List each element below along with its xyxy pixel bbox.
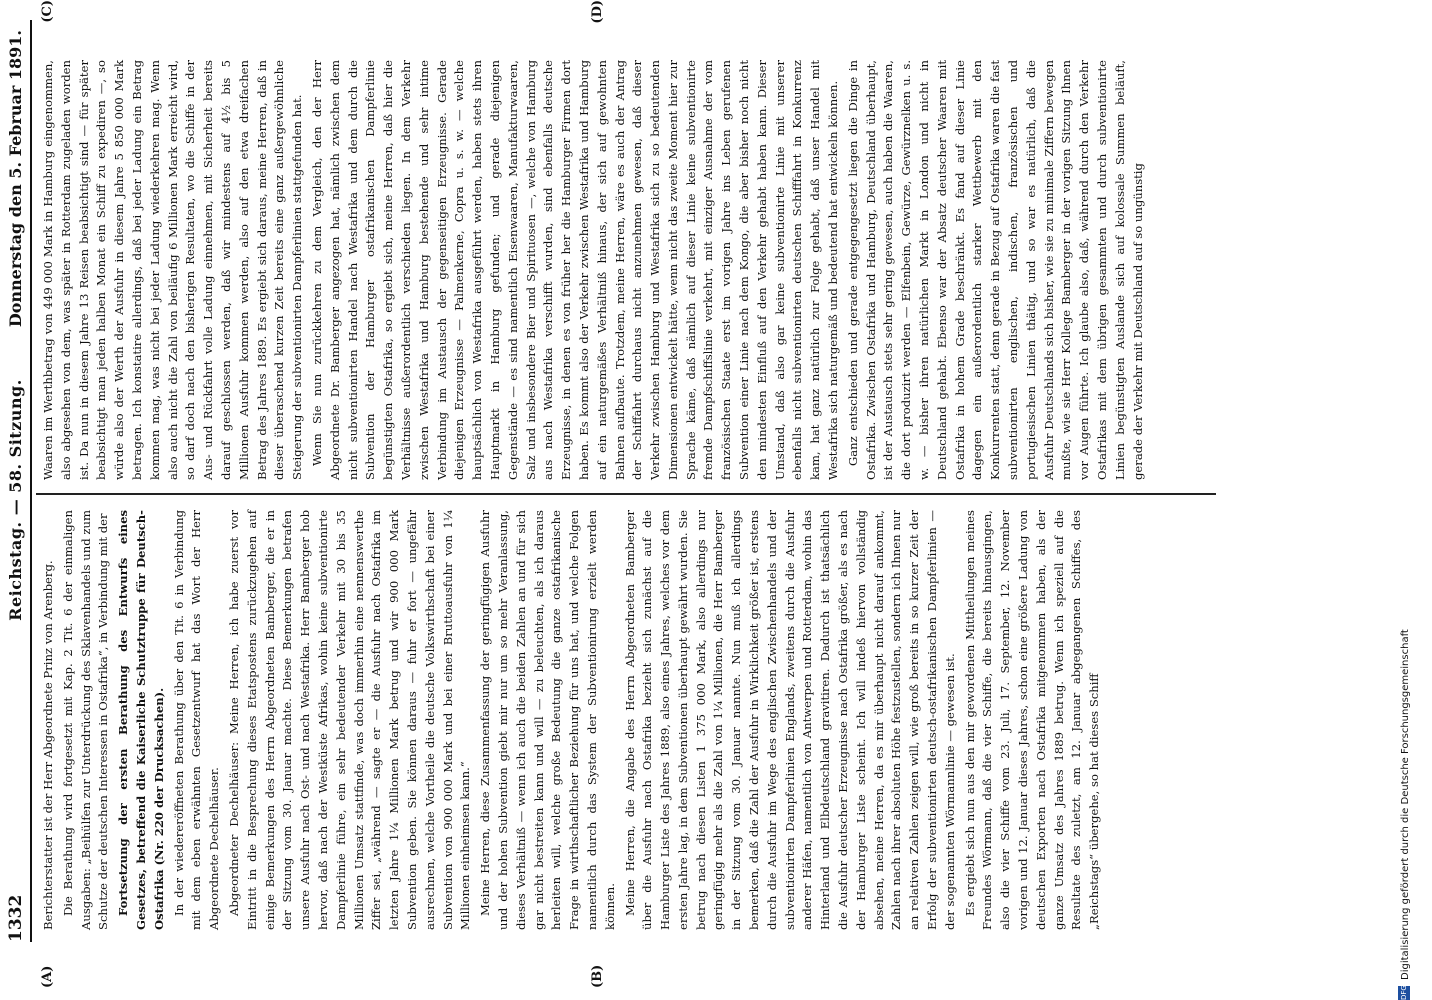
page-number: 1332 (6, 894, 26, 942)
right-column (40, 60, 1149, 480)
paragraph: Berichterstatter ist der Herr Abgeordnete Prinz von Arenberg. (41, 560, 55, 930)
paragraph: Meine Herren, die Angabe des Herrn Abgeordneten Bamberger über die Ausfuhr nach Ostafrika bezieht sich zunächst auf die Hamburger Liste des Jahres 1889, also eines Jahres, welches vor dem ersten Jahre lag, in dem Subventionen überhaupt gewährt wurden. Sie betrug nach diesen Listen 1 375 000 Mark, also allerdings nur geringfügig mehr als die Zahl von 1¼ Millionen, die Herr Bamberger in der Sitzung vom 30. Januar nannte. Nun muß ich allerdings bemerken, daß die Zahl der Ausfuhr in Wirklichkeit größer ist, erstens durch die Ausfuhr im Wege des englischen Zwischenhandels und der subventionirten Dampferlinien Englands, zweitens durch die Ausfuhr anderer Häfen, namentlich von Antwerpen und Rotterdam, wohin das Hinterland und Elbdeutschland gravitiren. Dadurch ist thatsächlich die Ausfuhr deutscher Erzeugnisse nach Ostafrika größer, als es nach der Hamburger Liste scheint. Ich will indeß hiervon vollständig absehen, meine Herren, da es mir überhaupt nicht darauf ankommt, Zahlen nach ihrer absoluten Höhe festzustellen, sondern ich Ihnen nur an relativen Zahlen zeigen will, wie groß bereits in so kurzer Zeit der Erfolg der subventionirten deutsch-ostafrikanischen Dampferlinien — der sogenannten Wörmannlinie — gewesen ist. (622, 510, 957, 930)
paragraph: Die Berathung wird fortgesetzt mit Kap. 2 Tit. 6 der einmaligen Ausgaben: „Beihülfen zur Unterdrückung des Sklavenhandels und zum Schutze der deutschen Interessen in Ostafrika“, in Verbindung mit der (60, 510, 111, 930)
digitization-credit: Digitalisierung gefördert durch die Deutsche Forschungsgemeinschaft (1400, 629, 1411, 980)
margin-marker-a: (A) (40, 965, 55, 988)
margin-marker-b: (B) (590, 964, 605, 988)
paragraph: Es ergiebt sich nun aus den mir gewordenen Mittheilungen meines Freundes Wörmann, daß die vier Schiffe, die bereits hinausgingen, also die vier Schiffe vom 23. Juli, 17. September, 12. November vorigen und 12. Januar dieses Jahres, schon eine größere Ladung von deutschen Exporten nach Ostafrika mitgenommen haben, als der ganze Umsatz des Jahres 1889 betrug. Wenn ich speziell auf die Resultate des zuletzt, am 12. Januar abgegangenen Schiffes, des „Reichstags“ übergehe, so hat dieses Schiff (962, 510, 1102, 930)
paragraph: In der wiedereröffneten Berathung über den Tit. 6 in Verbindung mit dem eben erwähnten Gesetzentwurf hat das Wort der Herr Abgeordnete Dechelhäuser. (171, 510, 222, 930)
margin-marker-c: (C) (40, 0, 55, 23)
margin-marker-d: (D) (590, 0, 605, 24)
paragraph: Meine Herren, diese Zusammenfassung der geringfügigen Ausfuhr und der hohen Subvention giebt mir nur um so mehr Veranlassung, dieses Verhältniß — wenn ich auch die beiden Zahlen an und für sich gar nicht bestreiten kann und will — zu beleuchten, als ich daraus herleiten will, welche große Bedeutung die ganze ostafrikanische Frage in wirthschaftlicher Beziehung für uns hat, und welche Folgen namentlich durch das System der Subventionirung erzielt werden können. (478, 510, 617, 930)
page-header (0, 0, 36, 1000)
paragraph: Abgeordneter Dechelhäuser: Meine Herren, ich habe zuerst vor Eintritt in die Besprechung dieses Etatspostens zurückzugehen auf einige Bemerkungen des Herrn Abgeordneten Bamberger, die er in der Sitzung vom 30. Januar machte. Diese Bemerkungen betrafen unsere Ausfuhr nach Ost- und nach Westafrika. Herr Bamberger hob hervor, daß nach der Westküste Afrikas, wohin keine subventionirte Dampferlinie führe, ein sehr bedeutender Verkehr mit 30 bis 35 Millionen Umsatz stattfinde, was doch immerhin eine nennenswerthe Ziffer sei, „während — sagte er — die Ausfuhr nach Ostafrika im letzten Jahre 1¼ Millionen Mark betrug und wir 900 000 Mark Subvention geben. Sie können daraus — fuhr er fort — ungefähr ausrechnen, welche Vortheile die deutsche Volkswirthschaft bei einer Subvention von 900 000 Mark und bei einer Bruttoausfuhr von 1¼ Millionen einheimsen kann.“ (226, 510, 473, 930)
header-date: Donnerstag den 5. Februar 1891. (6, 30, 25, 328)
left-column (40, 510, 1106, 930)
dfg-logo: DFG (1400, 985, 1408, 1000)
paragraph: Ganz entschieden und gerade entgegengesetzt liegen die Dinge in Ostafrika. Zwischen Ostafrika und Hamburg, Deutschland überhaupt, ist der Austausch stets sehr gering gewesen, auch haben die Waaren, die dort produzirt werden — Elfenbein, Gewürze, Gewürznelken u. s. w. — bisher ihren natürlichen Markt in London und nicht in Deutschland gehabt. Ebenso war der Absatz deutscher Waaren mit Ostafrika in hohem Grade beschränkt. Es fand auf dieser Linie dagegen ein außerordentlich starker Wettbewerb mit den Konkurrenten statt, denn gerade in Bezug auf Ostafrika waren die fast subventionirten englischen, indischen, französischen und portugiesischen Linien thätig, und so war es natürlich, daß die Ausfuhr Deutschlands sich bisher, wie sie zu minimale Ziffern bewegen mußte, wie sie Herr Kollege Bamberger in der vorigen Sitzung Ihnen vor Augen führte. Ich glaube also, daß, während durch den Verkehr Ostafrikas mit dem übrigen gesammten und durch subventionirte Linien begünstigten Auslande sich auf kolossale Summen beläuft, gerade der Verkehr mit Deutschland auf so ungünstig (845, 60, 1145, 480)
running-head: Reichstag. — 58. Sitzung. (6, 379, 25, 621)
column-divider (36, 494, 1216, 496)
paragraph: Waaren im Werthbetrag von 449 000 Mark in Hamburg eingenommen, also abgesehen von dem, was später in Rotterdam zugeladen worden ist. Da nun in diesem Jahre 13 Reisen beabsichtigt sind — für später beabsichtigt man jeden halben Monat ein Schiff zu expediren —, so würde also der Werth der Ausfuhr in diesem Jahre 5 850 000 Mark betragen. Ich konstatire allerdings, daß bei jeder Ladung ein Betrag kommen mag, was nicht bei jeder Ladung wiederkehren mag. Wenn also auch nicht die Zahl von beiläufig 6 Millionen Mark erreicht wird, so darf doch nach den bisherigen Resultaten, wo die Schiffe in der Aus- und Rückfahrt volle Ladung einnehmen, mit Sicherheit bereits darauf geschlossen werden, daß wir mindestens auf 4½ bis 5 Millionen Ausfuhr kommen werden, also auf den etwa dreifachen Betrag des Jahres 1889. Es ergiebt sich daraus, meine Herren, daß in dieser überaschend kurzen Zeit bereits eine ganz außergewöhnliche Steigerung der subventionirten Dampferlinien stattgefunden hat. (41, 60, 305, 480)
paragraph: Wenn Sie nun zurückkehren zu dem Vergleich, den der Herr Abgeordnete Dr. Bamberger angezogen hat, nämlich zwischen dem nicht subventionirten Handel nach Westafrika und dem durch die Subvention der Hamburger ostafrikanischen Dampferlinie begünstigten Ostafrika, so ergiebt sich, meine Herren, daß hier die Verhältnisse außerordentlich verschieden liegen. In dem Verkehr zwischen Westafrika und Hamburg bestehende und sehr intime Verbindung im Austausch der gegenseitigen Erzeugnisse. Gerade diejenigen Erzeugnisse — Palmenkerne, Copra u. s. w. — welche hauptsächlich von Westafrika ausgeführt werden, haben stets ihren Hauptmarkt in Hamburg gefunden; und gerade diejenigen Gegenstände — es sind namentlich Eisenwaaren, Manufakturwaaren, Salz und insbesondere Bier und Spirituosen —, welche von Hamburg aus nach Westafrika verschifft wurden, sind ebenfalls deutsche Erzeugnisse, in denen es von früher her die Hamburger Firmen dort haben. Es kommt also der Verkehr zwischen Westafrika und Hamburg auf ein naturgemäßes Verhältniß hinaus, der sich auf gewohnten Bahnen aufbaute. Trotzdem, meine Herren, wäre es auch der Antrag der Schiffahrt durchaus nicht anzunehmen gewesen, daß dieser Verkehr zwischen Hamburg und Westafrika sich zu so bedeutenden Dimensionen entwickelt hätte, wenn nicht das zweite Moment hier zur Sprache käme, daß nämlich auf dieser Linie keine subventionirte fremde Dampfschiffslinie verkehrt, mit einziger Ausnahme der vom französischen Staate erst im vorigen Jahre ins Leben gerufenen Subvention einer Linie nach dem Kongo, die aber bisher noch nicht den mindesten Einfluß auf den Verkehr gehabt haben kann. Dieser Umstand, daß also gar keine subventionirte Linie mit unserer ebenfalls nicht subventionirten deutschen Schifffahrt in Konkurrenz kam, hat ganz natürlich zur Folge gehabt, daß unser Handel mit Westafrika sich naturgemäß und bedeutend hat entwickeln können. (309, 60, 841, 480)
paragraph: Fortsetzung der ersten Berathung des Entwurfs eines Gesetzes, betreffend die Kaiserliche Schutztruppe für Deutsch-Ostafrika (Nr. 220 der Drucksachen). (116, 510, 166, 930)
header-rule (30, 20, 32, 942)
